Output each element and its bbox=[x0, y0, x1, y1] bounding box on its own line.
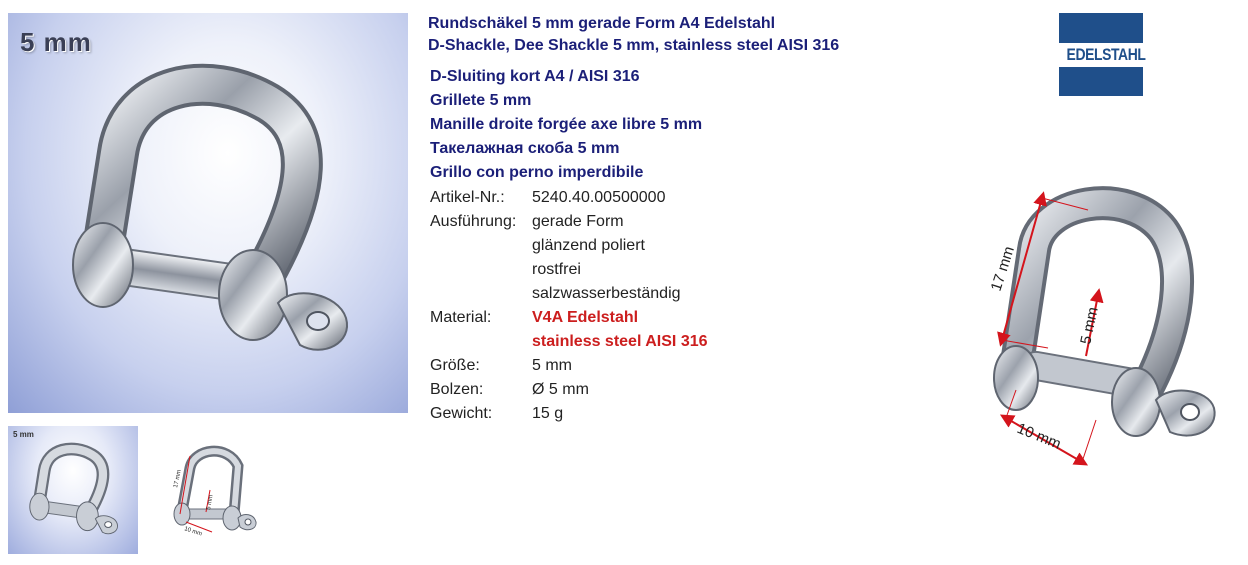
diagram-wire-label: 5 mm bbox=[1077, 305, 1102, 346]
spec-value-highlight: V4A Edelstahl bbox=[532, 309, 639, 326]
product-title-en: D-Shackle, Dee Shackle 5 mm, stainless steel AISI 316 bbox=[428, 37, 840, 54]
product-name-list bbox=[428, 65, 898, 185]
product-title-de: Rundschäkel 5 mm gerade Form A4 Edelstahl bbox=[428, 15, 776, 32]
spec-label: Ausführung: bbox=[430, 213, 517, 230]
spec-value: 5 mm bbox=[532, 357, 572, 374]
spec-row-article bbox=[430, 186, 898, 210]
spec-value: gerade Form bbox=[532, 213, 624, 230]
spec-label: Artikel-Nr.: bbox=[430, 189, 505, 206]
thumbnail-height-label: 17 mm bbox=[173, 469, 183, 489]
product-name-nl: D-Sluiting kort A4 / AISI 316 bbox=[430, 68, 640, 85]
product-name-ru: Такелажная скоба 5 mm bbox=[430, 140, 620, 157]
thumbnail-wire-label: 5 mm bbox=[206, 494, 215, 511]
spec-label: Bolzen: bbox=[430, 381, 484, 398]
diagram-height-label: 17 mm bbox=[987, 244, 1018, 294]
logo-text: EDELSTAHL bbox=[1066, 45, 1146, 64]
main-product-image bbox=[8, 13, 408, 413]
spec-value: glänzend poliert bbox=[532, 237, 645, 254]
spec-label: Größe: bbox=[430, 357, 480, 374]
spec-row-finish-2 bbox=[430, 234, 898, 258]
thumbnail-dimension-drawing bbox=[150, 426, 280, 554]
spec-value: Ø 5 mm bbox=[532, 381, 589, 398]
spec-row-finish-3 bbox=[430, 258, 898, 282]
spec-label: Material: bbox=[430, 309, 492, 326]
spec-row-finish-4 bbox=[430, 282, 898, 306]
spec-row-finish bbox=[430, 210, 898, 234]
spec-value: 5240.40.00500000 bbox=[532, 189, 666, 206]
thumbnail-diagram[interactable] bbox=[150, 426, 280, 554]
spec-row-weight bbox=[430, 402, 898, 426]
product-name-fr: Manille droite forgée axe libre 5 mm bbox=[430, 116, 703, 133]
spec-value: 15 g bbox=[532, 405, 564, 422]
spec-value-highlight: stainless steel AISI 316 bbox=[532, 333, 708, 350]
spec-row-material bbox=[430, 306, 898, 330]
size-badge: 5 mm bbox=[20, 27, 92, 57]
spec-label: Gewicht: bbox=[430, 405, 493, 422]
edelstahl-logo bbox=[1059, 13, 1146, 96]
product-name-es: Grillete 5 mm bbox=[430, 92, 532, 109]
product-name-it: Grillo con perno imperdibile bbox=[430, 164, 644, 181]
spec-row-material-2 bbox=[430, 330, 898, 354]
dimension-drawing bbox=[978, 180, 1228, 480]
spec-row-size bbox=[430, 354, 898, 378]
diagram-width-label: 10 mm bbox=[1014, 419, 1064, 453]
spec-row-bolt bbox=[430, 378, 898, 402]
thumbnail-shackle-icon bbox=[8, 426, 138, 554]
spec-table bbox=[428, 186, 898, 426]
shackle-illustration bbox=[8, 13, 408, 413]
spec-value: salzwasserbeständig bbox=[532, 285, 681, 302]
spec-value: rostfrei bbox=[532, 261, 581, 278]
thumbnail-size-label: 5 mm bbox=[13, 430, 34, 439]
thumbnail-photo[interactable] bbox=[8, 426, 138, 554]
product-info bbox=[428, 13, 898, 426]
thumbnail-width-label: 10 mm bbox=[183, 526, 203, 538]
